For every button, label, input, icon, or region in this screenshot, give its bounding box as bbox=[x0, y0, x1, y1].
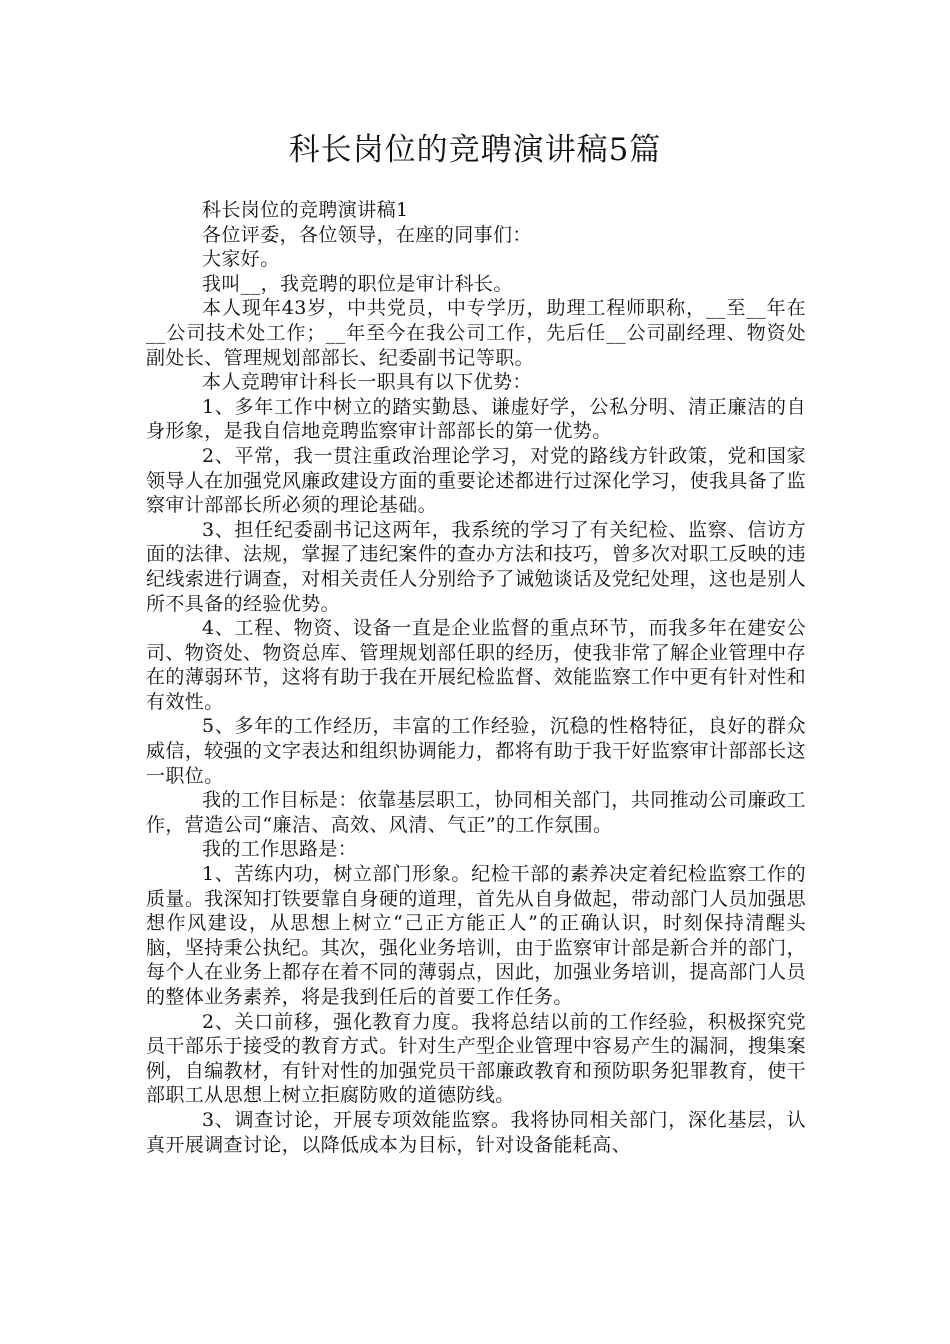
paragraph-work-goal: 我的工作目标是：依靠基层职工，协同相关部门，共同推动公司廉政工作，营造公司“廉洁、高效、风清、气正”的工作氛围。 bbox=[146, 789, 806, 836]
paragraph-approach-2: 2、关口前移，强化教育力度。我将总结以前的工作经验，积极探究党员干部乐于接受的教育方式。针对生产型企业管理中容易产生的漏洞，搜集案例，自编教材，有针对性的加强党员干部廉政教育和预防职务犯罪教育，使干部职工从思想上树立拒腐防败的道德防线。 bbox=[146, 1010, 806, 1107]
paragraph-approach-3: 3、调查讨论，开展专项效能监察。我将协同相关部门，深化基层，认真开展调查讨论，以降低成本为目标，针对设备能耗高、 bbox=[146, 1108, 806, 1156]
paragraph-approach-1: 1、苦练内功，树立部门形象。纪检干部的素养决定着纪检监察工作的质量。我深知打铁要靠自身硬的道理，首先从自身做起，带动部门人员加强思想作风建设，从思想上树立“己正方能正人”的正确认识，时刻保持清醒头脑，坚持秉公执纪。其次，强化业务培训，由于监察审计部是新合并的部门，每个人在业务上都存在着不同的薄弱点，因此，加强业务培训，提高部门人员的整体业务素养，将是我到任后的首要工作任务。 bbox=[146, 863, 806, 1008]
paragraph-greeting: 各位评委，各位领导，在座的同事们： bbox=[202, 223, 532, 246]
paragraph-heading-1: 科长岗位的竞聘演讲稿1 bbox=[202, 199, 409, 221]
paragraph-advantage-5: 5、多年的工作经历，丰富的工作经验，沉稳的性格特征，良好的群众威信，较强的文字表达和组织协调能力，都将有助于我干好监察审计部部长这一职位。 bbox=[146, 715, 806, 787]
paragraph-advantages-heading: 本人竞聘审计科长一职具有以下优势： bbox=[202, 371, 532, 394]
paragraph-self-introduction: 本人现年43岁，中共党员，中专学历，助理工程师职称，__至__年在__公司技术处工作；__年至今在我公司工作，先后任__公司副经理、物资处副处长、管理规划部部长、纪委副书记等职。 bbox=[146, 297, 806, 369]
paragraph-hello: 大家好。 bbox=[202, 248, 280, 271]
document-body bbox=[146, 198, 806, 1157]
paragraph-advantage-1: 1、多年工作中树立的踏实勤恳、谦虚好学，公私分明、清正廉洁的自身形象，是我自信地竞聘监察审计部部长的第一优势。 bbox=[146, 395, 806, 443]
paragraph-intro-position: 我叫__，我竞聘的职位是审计科长。 bbox=[202, 272, 513, 295]
paragraph-advantage-2: 2、平常，我一贯注重政治理论学习，对党的路线方针政策，党和国家领导人在加强党风廉政建设方面的重要论述都进行过深化学习，使我具备了监察审计部部长所必须的理论基础。 bbox=[146, 444, 806, 517]
paragraph-advantage-4: 4、工程、物资、设备一直是企业监督的重点环节，而我多年在建安公司、物资处、物资总库、管理规划部任职的经历，使我非常了解企业管理中存在的薄弱环节，这将有助于我在开展纪检监督、效能监察工作中更有针对性和有效性。 bbox=[146, 617, 806, 713]
paragraph-work-approach-heading: 我的工作思路是： bbox=[202, 838, 358, 861]
paragraph-advantage-3: 3、担任纪委副书记这两年，我系统的学习了有关纪检、监察、信访方面的法律、法规，掌握了违纪案件的查办方法和技巧，曾多次对职工反映的违纪线索进行调查，对相关责任人分别给予了诫勉谈话及党纪处理，这也是别人所不具备的经验优势。 bbox=[146, 518, 806, 615]
document-title: 科长岗位的竞聘演讲稿5篇 bbox=[288, 132, 662, 168]
